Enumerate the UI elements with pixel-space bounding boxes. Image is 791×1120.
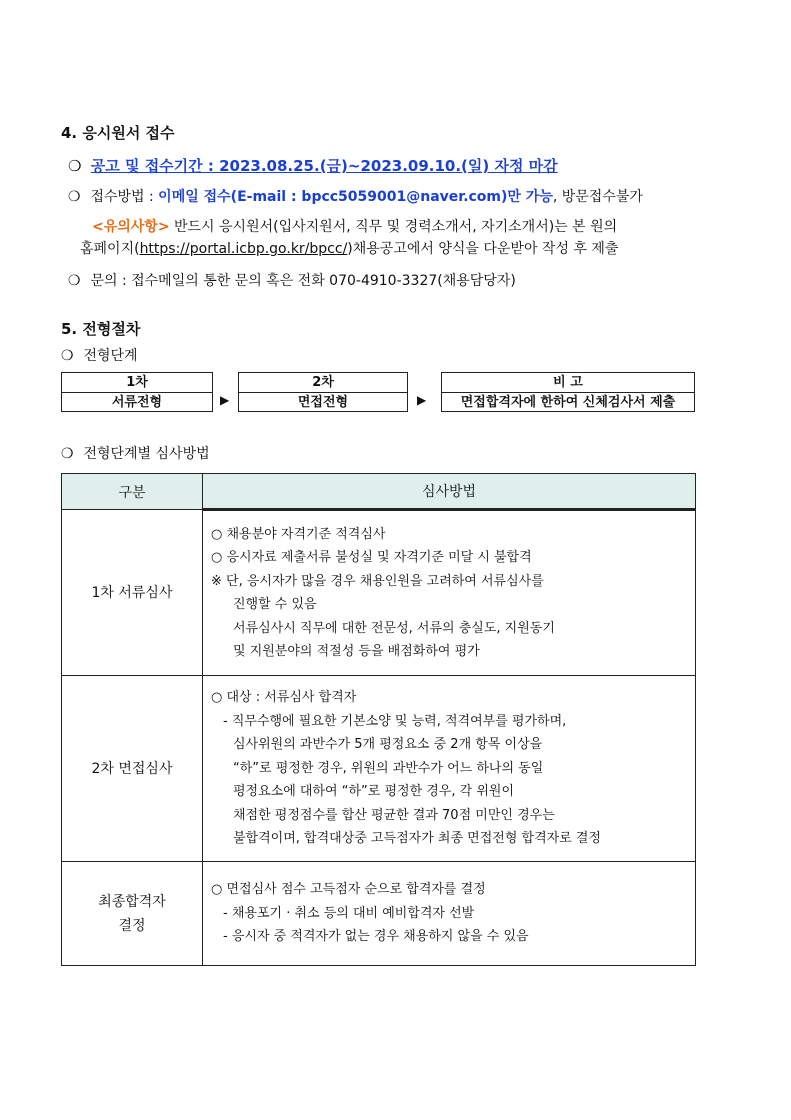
notice-label: <유의사항> — [92, 219, 170, 235]
stage-title: 비 고 — [553, 375, 583, 390]
content-line: 및 지원분야의 적절성 등을 배점화하여 평가 — [233, 644, 480, 659]
bullet-icon: ❍ — [61, 348, 74, 364]
bullet-icon: ❍ — [68, 157, 82, 175]
method-email[interactable]: 이메일 접수(E-mail : bpcc5059001@naver.com)만 가능 — [158, 189, 553, 205]
method-label: 접수방법 : — [90, 189, 159, 205]
stage-box-remark — [441, 372, 695, 412]
homepage-link[interactable]: https://portal.icbp.go.kr/bpcc/ — [139, 241, 348, 257]
stages-label: 전형단계 — [83, 348, 138, 364]
method-line — [68, 186, 643, 206]
stages-label-line — [61, 345, 138, 365]
content-line: 진행할 수 있음 — [233, 597, 317, 612]
method-table-label: 전형단계별 심사방법 — [83, 446, 210, 462]
method-rest: , 방문접수불가 — [552, 189, 643, 205]
content-line: - 직무수행에 필요한 기본소양 및 능력, 적격여부를 평가하며, — [223, 713, 567, 729]
row-category: 최종합격자 결정 — [62, 862, 203, 966]
arrow-right-icon: ▶ — [417, 393, 427, 407]
inquiry-text: 문의 : 접수메일의 통한 문의 혹은 전화 070-4910-3327(채용담당자) — [90, 273, 516, 289]
table-header-row — [62, 474, 696, 510]
row-content — [203, 510, 696, 676]
row-content — [203, 676, 696, 862]
stage-name: 면접합격자에 한하여 신체검사서 제출 — [442, 392, 694, 411]
content-line: ○ 채용분야 자격기준 적격심사 — [211, 526, 386, 542]
stage-name: 서류전형 — [62, 392, 212, 411]
inquiry-line — [68, 270, 516, 290]
stage-name: 면접전형 — [239, 392, 407, 411]
stage-box-2 — [238, 372, 408, 412]
notice-line-1 — [92, 216, 617, 236]
header-category: 구분 — [62, 474, 203, 510]
bullet-icon: ❍ — [68, 189, 81, 205]
bullet-icon: ❍ — [61, 446, 74, 462]
arrow-right-icon: ▶ — [220, 393, 230, 407]
content-line: - 채용포기 · 취소 등의 대비 예비합격자 선발 — [223, 905, 475, 921]
notice-text: 반드시 응시원서(입사지원서, 직무 및 경력소개서, 자기소개서)는 본 원의 — [169, 219, 618, 235]
content-line: “하”로 평정한 경우, 위원의 과반수가 어느 하나의 동일 — [233, 760, 544, 776]
section4-heading: 4. 응시원서 접수 — [61, 124, 175, 142]
table-row — [62, 676, 696, 862]
period-line — [68, 155, 558, 176]
bullet-icon: ❍ — [68, 273, 81, 289]
stage-title: 2차 — [312, 375, 334, 390]
content-line: 심사위원의 과반수가 5개 평정요소 중 2개 항목 이상을 — [233, 737, 543, 753]
content-line: 평정요소에 대하여 “하”로 평정한 경우, 각 위원이 — [233, 784, 514, 800]
notice-prefix: 홈페이지( — [80, 241, 140, 257]
content-line: - 응시자 중 적격자가 없는 경우 채용하지 않을 수 있음 — [223, 929, 529, 945]
content-line: 불합격이며, 합격대상중 고득점자가 최종 면접전형 합격자로 결정 — [233, 831, 601, 847]
stage-box-1 — [61, 372, 213, 412]
row-category: 1차 서류심사 — [62, 510, 203, 676]
review-method-table — [61, 473, 696, 966]
table-row — [62, 862, 696, 966]
notice-line-2 — [80, 238, 618, 258]
stage-title: 1차 — [126, 375, 148, 390]
header-method: 심사방법 — [203, 474, 696, 510]
method-table-label-line — [61, 443, 210, 463]
content-line: 채점한 평정점수를 합산 평균한 결과 70점 미만인 경우는 — [233, 807, 555, 823]
row-content — [203, 862, 696, 966]
content-line: ○ 대상 : 서류심사 합격자 — [211, 690, 357, 706]
table-row — [62, 510, 696, 676]
content-line: ※ 단, 응시자가 많을 경우 채용인원을 고려하여 서류심사를 — [211, 573, 544, 589]
row-category: 2차 면접심사 — [62, 676, 203, 862]
section5-heading: 5. 전형절차 — [61, 320, 141, 338]
content-line: ○ 면접심사 점수 고득점자 순으로 합격자를 결정 — [211, 882, 486, 898]
notice-suffix: )채용공고에서 양식을 다운받아 작성 후 제출 — [347, 241, 619, 257]
application-period: 공고 및 접수기간 : 2023.08.25.(금)~2023.09.10.(일) 자정 마감 — [90, 157, 558, 175]
content-line: 서류심사시 직무에 대한 전문성, 서류의 충실도, 지원동기 — [233, 620, 555, 636]
content-line: ○ 응시자료 제출서류 불성실 및 자격기준 미달 시 불합격 — [211, 550, 532, 565]
